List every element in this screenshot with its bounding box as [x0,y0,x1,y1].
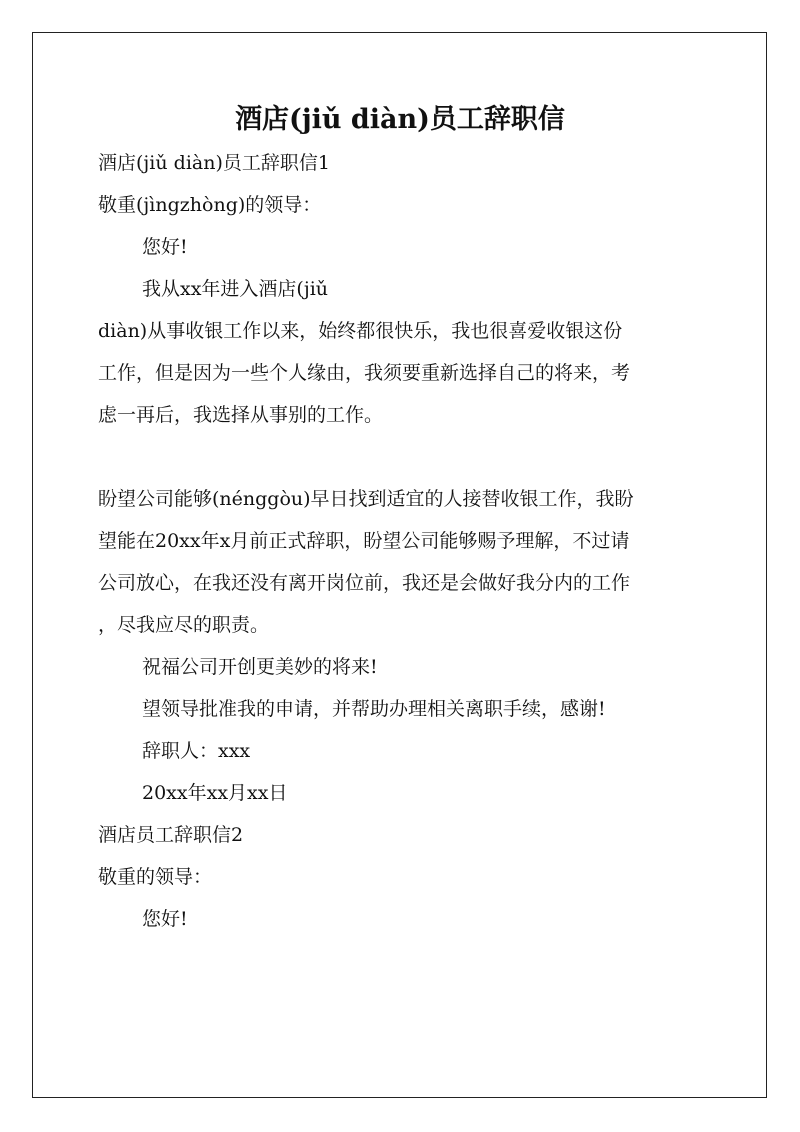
letter2-heading: 酒店员工辞职信2 [98,824,244,846]
paragraph-line: ，尽我应尽的职责。 [98,614,270,636]
paragraph-line: 工作，但是因为一些个人缘由，我须要重新选择自己的将来，考 [98,362,631,384]
letter1-date: 20xx年xx月xx日 [142,782,288,804]
paragraph-line: 公司放心，在我还没有离开岗位前，我还是会做好我分内的工作 [98,572,631,594]
letter1-signer: 辞职人：xxx [142,740,251,762]
paragraph-line: 我从xx年进入酒店(jiǔ [142,278,329,300]
letter2-greeting: 您好! [142,908,188,930]
letter1-heading: 酒店(jiǔ diàn)员工辞职信1 [98,152,330,174]
letter1-salutation: 敬重(jìngzhòng)的领导： [98,194,322,216]
letter1-request: 望领导批准我的申请，并帮助办理相关离职手续，感谢! [142,698,606,720]
document-title: 酒店(jiǔ diàn)员工辞职信 [235,104,565,135]
paragraph-line: 望能在20xx年x月前正式辞职，盼望公司能够赐予理解，不过请 [98,530,630,552]
paragraph-line: 盼望公司能够(nénggòu)早日找到适宜的人接替收银工作，我盼 [98,488,634,510]
letter1-greeting: 您好! [142,236,188,258]
paragraph-line: 虑一再后，我选择从事别的工作。 [98,404,384,426]
letter2-salutation: 敬重的领导： [98,866,213,888]
letter1-wish: 祝福公司开创更美妙的将来! [142,656,378,678]
paragraph-line: diàn)从事收银工作以来，始终都很快乐，我也很喜爱收银这份 [98,320,623,342]
